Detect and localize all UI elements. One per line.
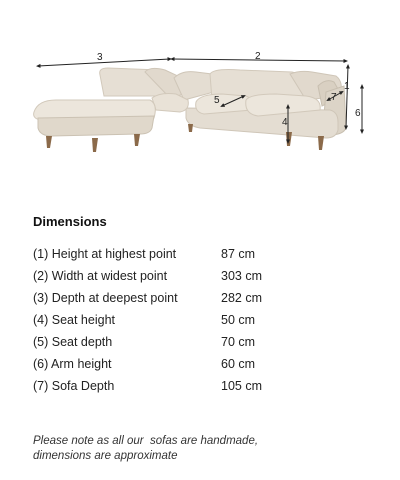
handmade-note (33, 434, 363, 464)
dim-label-width: 3 (97, 52, 103, 63)
spec-label: (3) Depth at deepest point (33, 291, 178, 305)
spec-value: 50 cm (221, 313, 256, 327)
spec-row-width (33, 265, 373, 287)
dim-label-seat-depth: 5 (214, 95, 220, 106)
spec-label: (1) Height at highest point (33, 247, 177, 261)
spec-value: 70 cm (221, 335, 256, 349)
spec-label: (6) Arm height (33, 357, 112, 371)
spec-row-arm-height (33, 353, 373, 375)
spec-value: 105 cm (221, 379, 262, 393)
spec-label: (4) Seat height (33, 313, 115, 327)
dim-label-height: 1 (344, 81, 350, 92)
spec-row-seat-depth (33, 331, 373, 353)
spec-value: 303 cm (221, 269, 262, 283)
sofa-dimension-diagram (0, 0, 400, 190)
dim-label-depth: 2 (255, 51, 261, 62)
note-line-2: dimensions are approximate (33, 450, 178, 462)
spec-row-sofa-depth (33, 375, 373, 397)
spec-label: (7) Sofa Depth (33, 379, 115, 393)
dimensions-list (33, 243, 373, 397)
dim-label-arm-height: 6 (355, 108, 361, 119)
spec-row-seat-height (33, 309, 373, 331)
spec-label: (5) Seat depth (33, 335, 113, 349)
spec-label: (2) Width at widest point (33, 269, 168, 283)
spec-value: 282 cm (221, 291, 262, 305)
dim-label-seat-height: 4 (282, 117, 288, 128)
spec-value: 87 cm (221, 247, 256, 261)
dimensions-heading: Dimensions (33, 214, 107, 229)
spec-row-height (33, 243, 373, 265)
dim-label-sofa-depth: 7 (331, 92, 337, 103)
spec-value: 60 cm (221, 357, 256, 371)
note-line-1: Please note as all our sofas are handmade, (33, 435, 259, 447)
sofa-illustration (34, 68, 346, 152)
spec-row-depth (33, 287, 373, 309)
